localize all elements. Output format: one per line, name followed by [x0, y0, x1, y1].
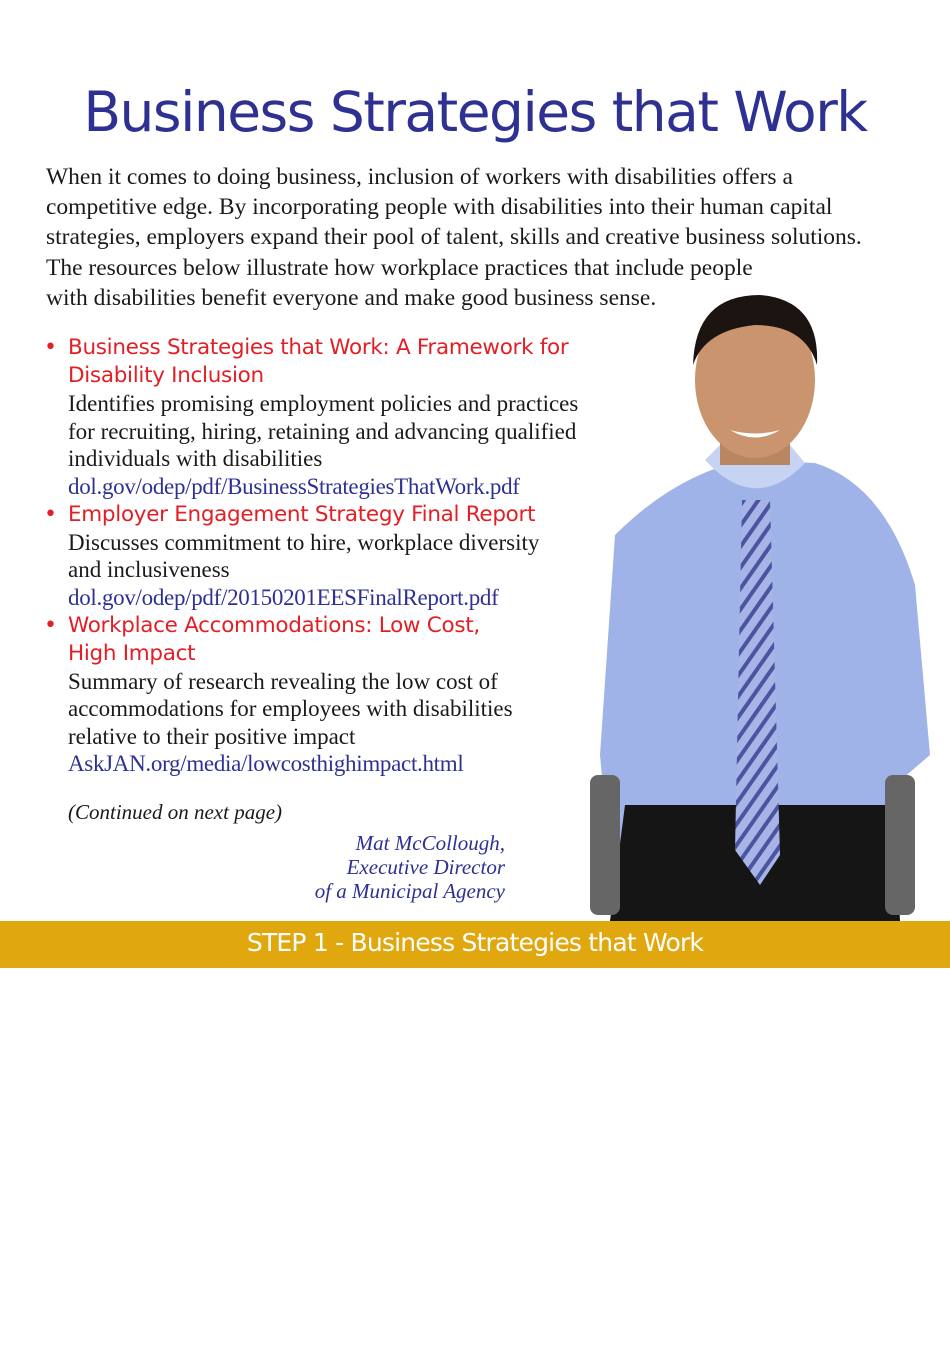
resource-link[interactable]: dol.gov/odep/pdf/BusinessStrategiesThatWork.pdf [68, 473, 520, 499]
resource-item [44, 501, 628, 612]
resource-link[interactable]: AskJAN.org/media/lowcosthighimpact.html [68, 751, 464, 776]
intro-line: strategies, employers expand their pool of talent, skills and creative business solutions. [46, 224, 862, 251]
desc-line: accommodations for employees with disabilities [68, 696, 513, 721]
banner-text: STEP 1 - Business Strategies that Work [246, 928, 704, 957]
resource-link[interactable]: dol.gov/odep/pdf/20150201EESFinalReport.pdf [68, 584, 499, 610]
desc-line: relative to their positive impact [68, 723, 356, 749]
continued-note: (Continued on next page) [68, 800, 283, 824]
desc-line: Identifies promising employment policies and practices [68, 391, 579, 416]
desc-line: Summary of research revealing the low cost of [68, 668, 498, 694]
resource-title [68, 501, 628, 529]
bullet-icon: • [44, 335, 57, 360]
resource-title [68, 334, 628, 390]
desc-line: for recruiting, hiring, retaining and advancing qualified [68, 418, 577, 444]
bullet-icon: • [44, 612, 57, 638]
quote-attribution [315, 831, 505, 903]
intro-line: competitive edge. By incorporating people with disabilities into their human capital [46, 194, 833, 221]
resource-item [44, 612, 628, 779]
intro-line: When it comes to doing business, inclusion of workers with disabilities offers a [46, 164, 793, 190]
intro-line: The resources below illustrate how workplace practices that include people [46, 254, 753, 281]
attribution-line: Mat McCollough, [355, 831, 505, 855]
bullet-icon: • [44, 501, 57, 527]
desc-line: and inclusiveness [68, 557, 230, 582]
intro-line: with disabilities benefit everyone and make good business sense. [46, 284, 657, 311]
desc-line: individuals with disabilities [68, 446, 323, 471]
resource-list [44, 334, 628, 778]
resource-title [68, 612, 628, 668]
resource-description [68, 668, 628, 751]
step-banner [0, 921, 950, 968]
resource-title-line: High Impact [68, 640, 196, 666]
attribution-line: Executive Director [346, 855, 505, 879]
desc-line: Discusses commitment to hire, workplace diversity [68, 529, 540, 555]
attribution-line: of a Municipal Agency [314, 879, 505, 903]
resource-description [68, 390, 628, 473]
resource-title-line: Employer Engagement Strategy Final Report [68, 501, 536, 527]
resource-item [44, 334, 628, 501]
resource-title-line: Business Strategies that Work: A Framework for [68, 335, 569, 360]
resource-title-line: Workplace Accommodations: Low Cost, [68, 612, 480, 638]
page-title: Business Strategies that Work [83, 80, 867, 144]
resource-title-line: Disability Inclusion [68, 363, 264, 388]
resource-description [68, 529, 628, 584]
